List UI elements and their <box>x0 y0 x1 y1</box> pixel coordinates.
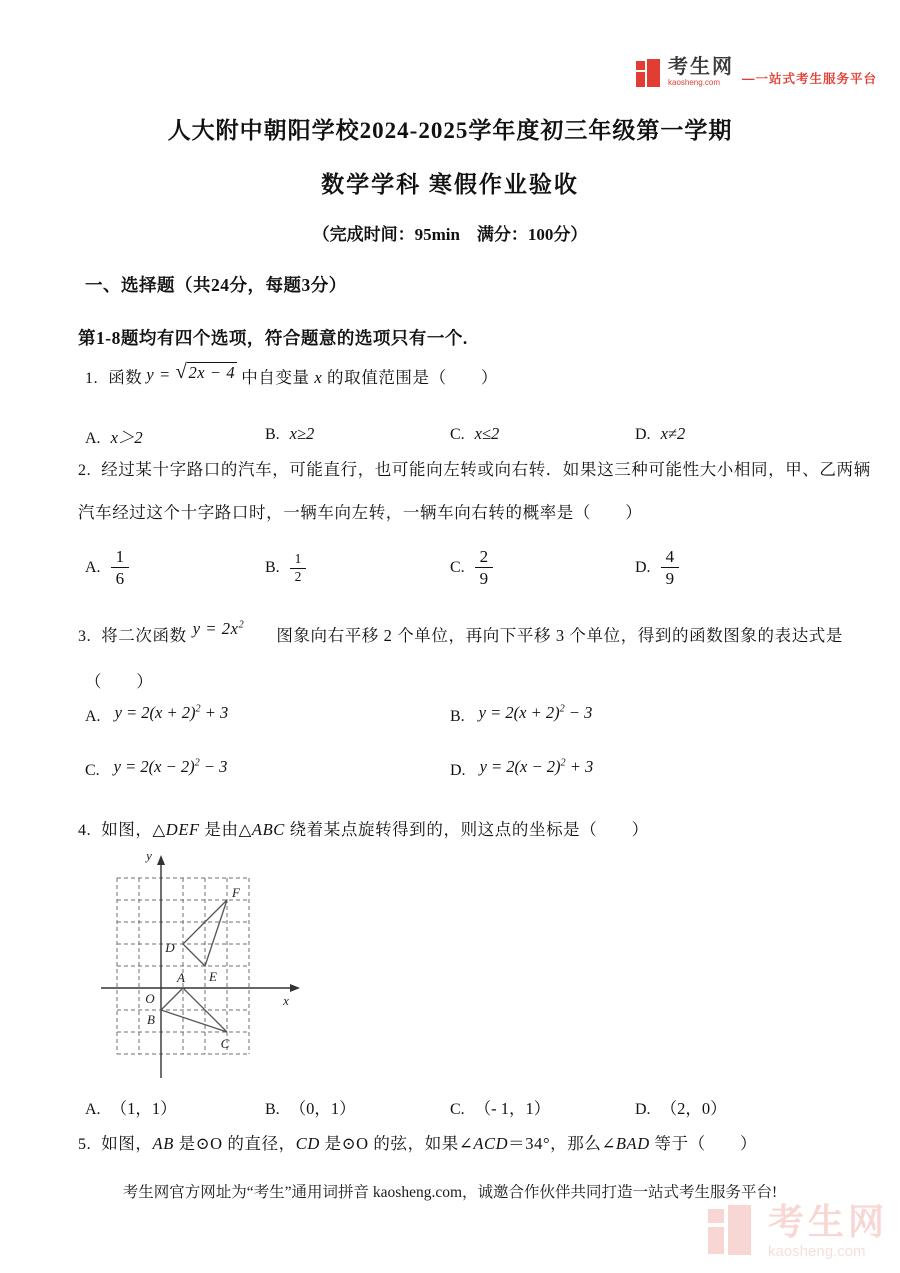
svg-text:A: A <box>177 970 185 985</box>
q3-option-d: D. $y = 2(x - 2)^2 + 3$ <box>450 757 594 779</box>
svg-text:x: x <box>283 993 289 1008</box>
q1-option-a: A. x＞2 <box>85 428 143 447</box>
svg-text:y: y <box>146 848 152 863</box>
question-1-number: 1. <box>85 370 99 387</box>
watermark-brand-name: 考生网 <box>767 1200 888 1242</box>
q2-option-d: D. $\frac{4}{9}$ <box>635 546 679 590</box>
kaosheng-watermark-icon <box>708 1202 760 1260</box>
page-title: 人大附中朝阳学校2024-2025学年度初三年级第一学期 <box>167 118 733 143</box>
question-3-stem-parens: （ ） <box>85 672 154 691</box>
logo-domain: kaosheng.com <box>668 78 721 87</box>
kaosheng-logo-icon <box>636 57 663 89</box>
question-2-number: 2. <box>78 462 92 479</box>
coordinate-grid-figure <box>93 842 311 1092</box>
fraction: $\frac{1}{6}$ <box>111 546 130 590</box>
question-5-stem: 5. 如图，AB 是⊙O 的直径，CD 是⊙O 的弦，如果∠ACD＝34°，那么∠BAD 等于（ ） <box>78 1134 758 1153</box>
question-3-stem: 3. 将二次函数 $y = 2x^2$图象向右平移 2 个单位，再向下平移 3 个单位，得到的函数图象的表达式是 <box>78 619 844 645</box>
q3-option-a: A. $y = 2(x + 2)^2 + 3$ <box>85 703 229 725</box>
page-subtitle: 数学学科 寒假作业验收 <box>321 172 579 197</box>
sqrt-expression: √2x − 4 <box>175 361 236 383</box>
q2-option-a: A. $\frac{1}{6}$ <box>85 546 129 590</box>
question-3-number: 3. <box>78 628 92 645</box>
section-heading: 一、选择题（共24分，每题3分） <box>85 275 347 295</box>
q3-option-b: B. $y = 2(x + 2)^2 - 3$ <box>450 703 593 725</box>
q1-option-c: C. x≤2 <box>450 424 500 443</box>
svg-text:F: F <box>232 885 240 900</box>
question-4-number: 4. <box>78 822 92 839</box>
fraction: $\frac{1}{2}$ <box>290 551 307 586</box>
q4-option-b: B. （0，1） <box>265 1099 356 1118</box>
q3-option-c: C. $y = 2(x - 2)^2 - 3$ <box>85 757 228 779</box>
logo-tagline: —一站式考生服务平台 <box>742 72 878 86</box>
q2-option-b: B. $\frac{1}{2}$ <box>265 551 306 586</box>
question-4-stem: 4. 如图，△DEF 是由△ABC 绕着某点旋转得到的，则这点的坐标是（ ） <box>78 820 649 839</box>
section-note: 第1-8题均有四个选项，符合题意的选项只有一个. <box>78 328 468 348</box>
logo-brand-name: 考生网 <box>668 56 734 78</box>
fraction: $\frac{4}{9}$ <box>661 546 680 590</box>
question-1-stem: 1. 函数 y = √2x − 4 中自变量 x 的取值范围是（ ） <box>85 361 499 387</box>
fraction: $\frac{2}{9}$ <box>475 546 494 590</box>
svg-text:D: D <box>165 940 175 955</box>
svg-text:B: B <box>147 1012 155 1027</box>
q4-option-c: C. （- 1，1） <box>450 1099 551 1118</box>
svg-text:O: O <box>145 991 155 1006</box>
question-2-stem-line2: 汽车经过这个十字路口时，一辆车向左转，一辆车向右转的概率是（ ） <box>78 503 643 522</box>
kaosheng-logo <box>636 57 877 89</box>
question-5-number: 5. <box>78 1136 92 1153</box>
formula-y-2x2: $y = 2x^2$ <box>192 619 245 638</box>
question-2-stem-line1: 2. 经过某十字路口的汽车，可能直行，也可能向左转或向右转．如果这三种可能性大小相同，甲、乙两辆 <box>78 460 871 479</box>
q4-option-d: D. （2，0） <box>635 1099 727 1118</box>
footer-text: 考生网官方网址为“考生”通用词拼音 kaosheng.com，诚邀合作伙伴共同打造一站式考生服务平台! <box>122 1184 778 1201</box>
q1-option-d: D. x≠2 <box>635 424 686 443</box>
q1-option-b: B. x≥2 <box>265 424 315 443</box>
svg-text:C: C <box>220 1036 230 1051</box>
kaosheng-watermark <box>708 1202 888 1260</box>
svg-text:E: E <box>209 969 217 984</box>
q2-option-c: C. $\frac{2}{9}$ <box>450 546 493 590</box>
watermark-domain: kaosheng.com <box>767 1242 866 1260</box>
q4-option-a: A. （1，1） <box>85 1099 177 1118</box>
exam-meta: （完成时间：95min 满分：100分） <box>312 225 588 244</box>
